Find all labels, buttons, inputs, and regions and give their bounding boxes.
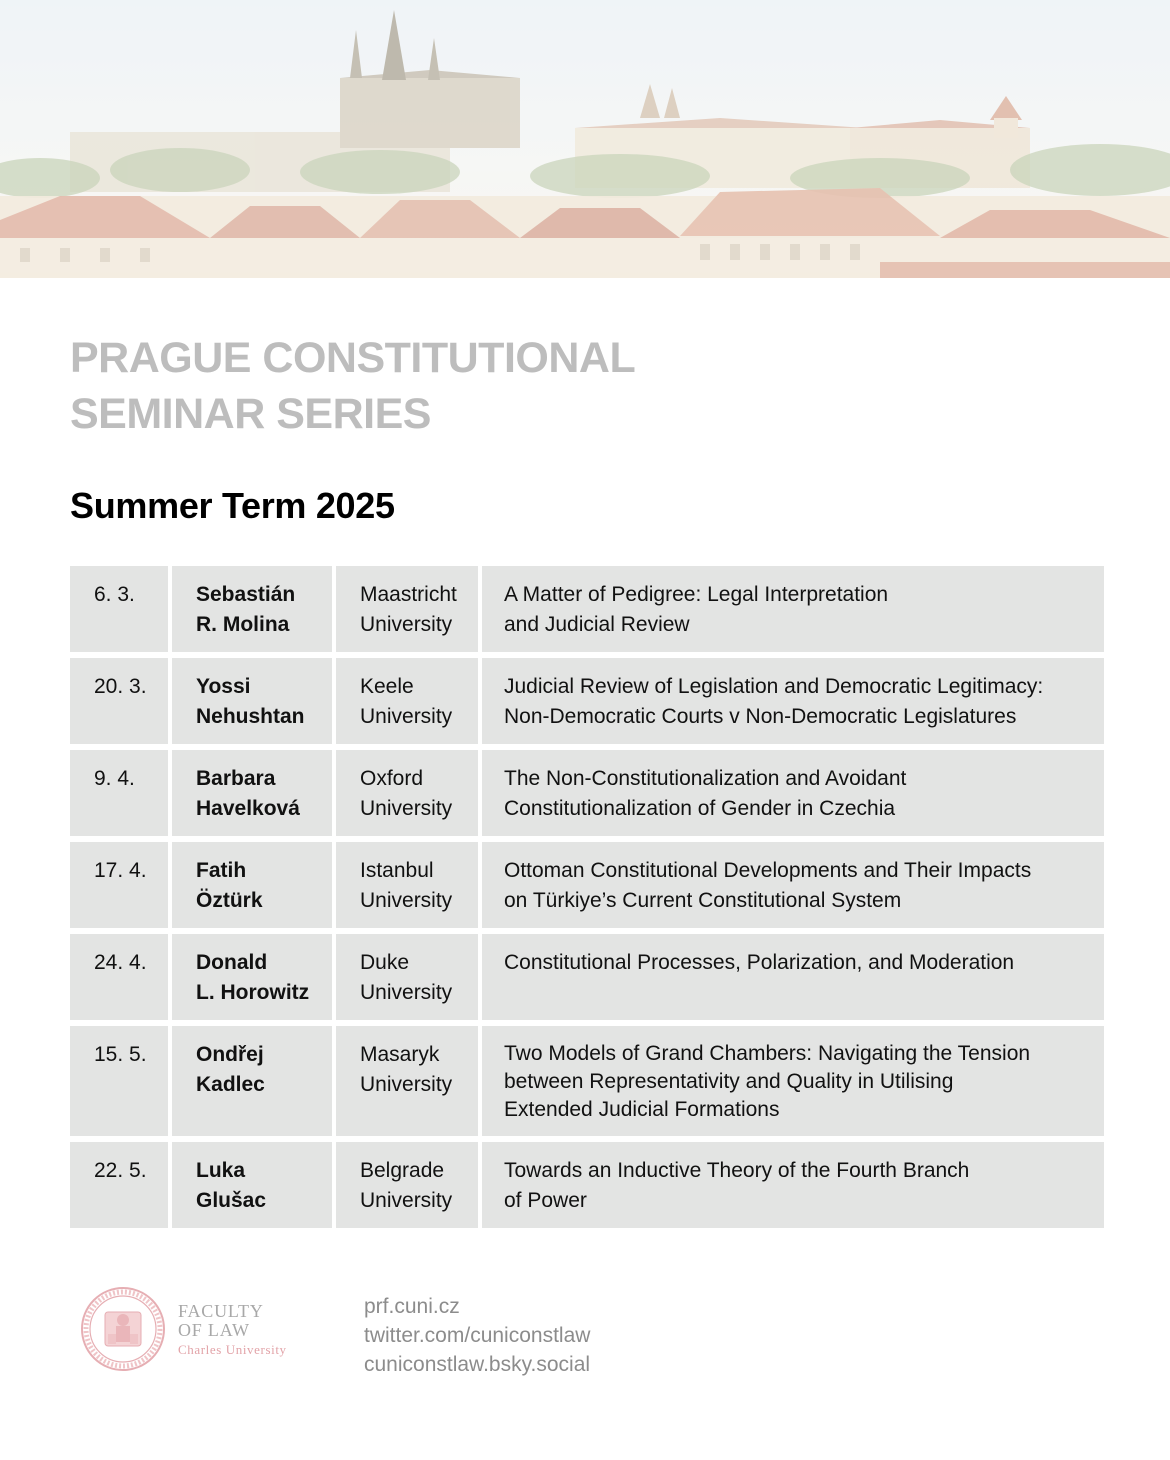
seminar-title [482,750,1104,836]
speaker-last-name: Nehushtan [196,705,305,728]
speaker-last-name: Glušac [196,1189,267,1212]
speaker-last-name: Öztürk [196,889,263,912]
website-link[interactable]: prf.cuni.cz [364,1295,460,1318]
speaker-first-name: Ondřej [196,1043,264,1066]
seminar-date: 9. 4. [70,750,168,836]
series-title-line-1: PRAGUE CONSTITUTIONAL [70,334,636,382]
seminar-title-line: Constitutional Processes, Polarization, and Moderation [504,951,1015,974]
speaker-first-name: Fatih [196,859,247,882]
seminar-title [482,566,1104,652]
seminar-schedule-table [70,566,1104,1234]
seminar-date: 6. 3. [70,566,168,652]
speaker-name [172,934,332,1020]
seminar-date: 17. 4. [70,842,168,928]
seminar-title-line: of Power [504,1189,587,1212]
university-name: Belgrade [360,1159,445,1182]
university-label: University [360,1073,453,1096]
faculty-wordmark-line-2: OF LAW [178,1320,250,1340]
speaker-name [172,1026,332,1136]
speaker-university [336,750,478,836]
faculty-wordmark-line-1: FACULTY [178,1301,264,1321]
charles-university-seal-icon [80,1286,166,1372]
seminar-title-line: Judicial Review of Legislation and Democratic Legitimacy: [504,675,1044,698]
seminar-title [482,1142,1104,1228]
series-title [70,330,635,442]
university-name: Oxford [360,767,424,790]
university-label: University [360,705,453,728]
speaker-first-name: Luka [196,1159,246,1182]
university-name: Keele [360,675,414,698]
schedule-row [70,566,1104,652]
university-label: University [360,889,453,912]
speaker-university [336,1142,478,1228]
seminar-title-line: A Matter of Pedigree: Legal Interpretation [504,583,889,606]
speaker-last-name: L. Horowitz [196,981,310,1004]
speaker-university [336,1026,478,1136]
seminar-title-line: on Türkiye’s Current Constitutional System [504,889,902,912]
speaker-first-name: Sebastián [196,583,296,606]
schedule-row [70,1142,1104,1228]
term-title: Summer Term 2025 [70,485,395,526]
speaker-last-name: R. Molina [196,613,290,636]
series-title-line-2: SEMINAR SERIES [70,390,431,438]
speaker-name [172,566,332,652]
footer-links [364,1292,590,1379]
seminar-date: 22. 5. [70,1142,168,1228]
hero-banner-prague-skyline [0,0,1170,278]
university-name: Duke [360,951,410,974]
seminar-date: 20. 3. [70,658,168,744]
speaker-name [172,842,332,928]
speaker-name [172,750,332,836]
seminar-title [482,658,1104,744]
university-wordmark: Charles University [178,1342,287,1357]
seminar-title-line: Non-Democratic Courts v Non-Democratic Legislatures [504,705,1017,728]
faculty-wordmark [178,1302,287,1360]
seminar-title-line: Extended Judicial Formations [504,1098,780,1121]
schedule-row [70,750,1104,836]
university-name: Maastricht [360,583,457,606]
seminar-date: 15. 5. [70,1026,168,1136]
speaker-university [336,934,478,1020]
university-name: Masaryk [360,1043,440,1066]
speaker-last-name: Kadlec [196,1073,265,1096]
schedule-row [70,842,1104,928]
speaker-university [336,566,478,652]
seminar-title [482,1026,1104,1136]
seminar-title [482,842,1104,928]
university-name: Istanbul [360,859,434,882]
bluesky-link[interactable]: cuniconstlaw.bsky.social [364,1353,591,1376]
seminar-title-line: and Judicial Review [504,613,690,636]
seminar-date: 24. 4. [70,934,168,1020]
speaker-name [172,658,332,744]
schedule-row [70,1026,1104,1136]
university-label: University [360,1189,453,1212]
schedule-row [70,658,1104,744]
speaker-university [336,658,478,744]
faculty-of-law-logo [80,1286,320,1372]
speaker-last-name: Havelková [196,797,300,820]
speaker-first-name: Donald [196,951,268,974]
university-label: University [360,797,453,820]
speaker-first-name: Yossi [196,675,251,698]
seminar-title-line: Two Models of Grand Chambers: Navigating the Tension [504,1042,1031,1065]
speaker-first-name: Barbara [196,767,276,790]
speaker-university [336,842,478,928]
university-label: University [360,981,453,1004]
seminar-title-line: The Non-Constitutionalization and Avoidant [504,767,907,790]
seminar-title [482,934,1104,1020]
schedule-row [70,934,1104,1020]
speaker-name [172,1142,332,1228]
seminar-title-line: between Representativity and Quality in Utilising [504,1070,954,1093]
university-label: University [360,613,453,636]
seminar-title-line: Ottoman Constitutional Developments and Their Impacts [504,859,1032,882]
seminar-title-line: Towards an Inductive Theory of the Fourth Branch [504,1159,970,1182]
seminar-title-line: Constitutionalization of Gender in Czechia [504,797,896,820]
twitter-link[interactable]: twitter.com/cuniconstlaw [364,1324,591,1347]
prague-castle-illustration [0,0,1170,278]
